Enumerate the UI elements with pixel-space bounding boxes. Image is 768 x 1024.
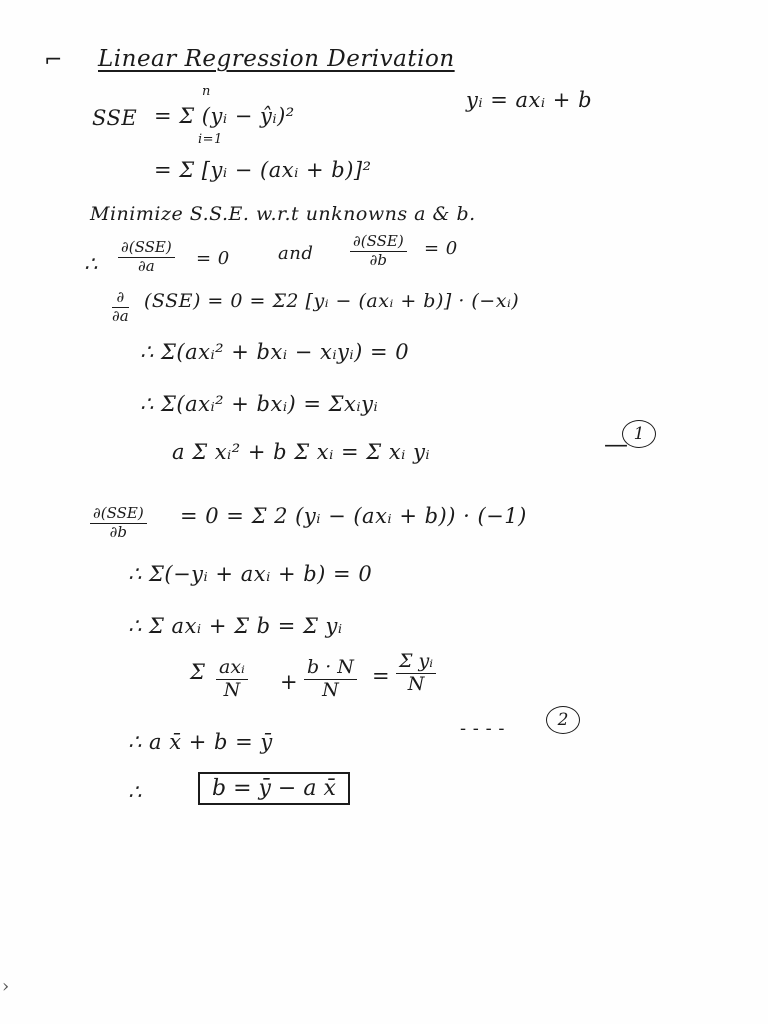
fraction-denominator: N <box>407 672 425 695</box>
partial-operator-a <box>112 290 129 325</box>
partial-sse-wrt-a <box>118 240 175 275</box>
sum-upper-limit: n <box>202 84 211 99</box>
fraction-denominator: N <box>322 678 339 701</box>
page-title: Linear Regression Derivation <box>98 46 455 72</box>
fraction-numerator: ∂ <box>116 288 125 306</box>
fraction-denominator: ∂a <box>112 306 129 325</box>
equation-1-label: 1 <box>622 420 656 448</box>
plus-sign: + <box>280 670 299 694</box>
derivative-wrt-b: = 0 = Σ 2 (yᵢ − (axᵢ + b)) · (−1) <box>180 504 527 528</box>
fraction-denominator: ∂a <box>138 256 155 275</box>
minimize-statement: Minimize S.S.E. w.r.t unknowns a & b. <box>90 203 476 225</box>
title-bullet-mark: ⌐ <box>44 48 63 73</box>
sse-substituted: = Σ [yᵢ − (axᵢ + b)]² <box>154 158 372 182</box>
partial-sse-wrt-b <box>350 234 407 269</box>
equation-2-dash: - - - - <box>460 718 505 739</box>
fraction-denominator: ∂b <box>109 522 128 541</box>
derivative-wrt-a: (SSE) = 0 = Σ2 [yᵢ − (axᵢ + b)] · (−xᵢ) <box>144 290 520 312</box>
fraction-numerator: ∂(SSE) <box>353 232 404 250</box>
fraction-numerator: axᵢ <box>219 656 245 678</box>
final-result-box: b = ȳ − a x̄ <box>198 772 350 805</box>
term-bn-over-n <box>304 658 357 701</box>
fraction-numerator: b · N <box>307 656 354 678</box>
fraction-numerator: Σ yᵢ <box>399 650 434 672</box>
sum-symbol: Σ <box>190 660 206 684</box>
sse-label: SSE <box>92 106 138 130</box>
normal-equation-1: a Σ xᵢ² + b Σ xᵢ = Σ xᵢ yᵢ <box>172 440 431 464</box>
model-equation: yᵢ = axᵢ + b <box>466 88 593 112</box>
term-axi-over-n <box>216 658 248 701</box>
fraction-numerator: ∂(SSE) <box>121 238 172 256</box>
sse-definition: = Σ (yᵢ − ŷᵢ)² <box>154 104 295 128</box>
fraction-numerator: ∂(SSE) <box>93 504 144 522</box>
step-b-expanded: ∴ Σ(−yᵢ + axᵢ + b) = 0 <box>128 562 373 586</box>
and-word: and <box>278 243 314 264</box>
therefore-symbol: ∴ <box>84 252 98 276</box>
fraction-denominator: ∂b <box>369 250 388 269</box>
step-a-expanded: ∴ Σ(axᵢ² + bxᵢ − xᵢyᵢ) = 0 <box>140 340 410 364</box>
fraction-denominator: N <box>223 678 241 701</box>
step-b-split: ∴ Σ axᵢ + Σ b = Σ yᵢ <box>128 614 343 638</box>
page-edge-mark: › <box>2 976 10 997</box>
equals-zero-a: = 0 <box>196 248 230 269</box>
equals-sign: = <box>372 664 391 688</box>
therefore-symbol-final: ∴ <box>128 780 142 804</box>
equals-zero-b: = 0 <box>424 238 458 259</box>
step-a-rearranged: ∴ Σ(axᵢ² + bxᵢ) = Σxᵢyᵢ <box>140 392 379 416</box>
equation-1-dash: — <box>604 430 629 458</box>
sum-lower-limit: i=1 <box>198 132 223 147</box>
means-equation: ∴ a x̄ + b = ȳ <box>128 730 273 754</box>
equation-2-label: 2 <box>546 706 580 734</box>
term-sum-y-over-n <box>396 652 436 695</box>
partial-sse-wrt-b-2 <box>90 506 147 541</box>
